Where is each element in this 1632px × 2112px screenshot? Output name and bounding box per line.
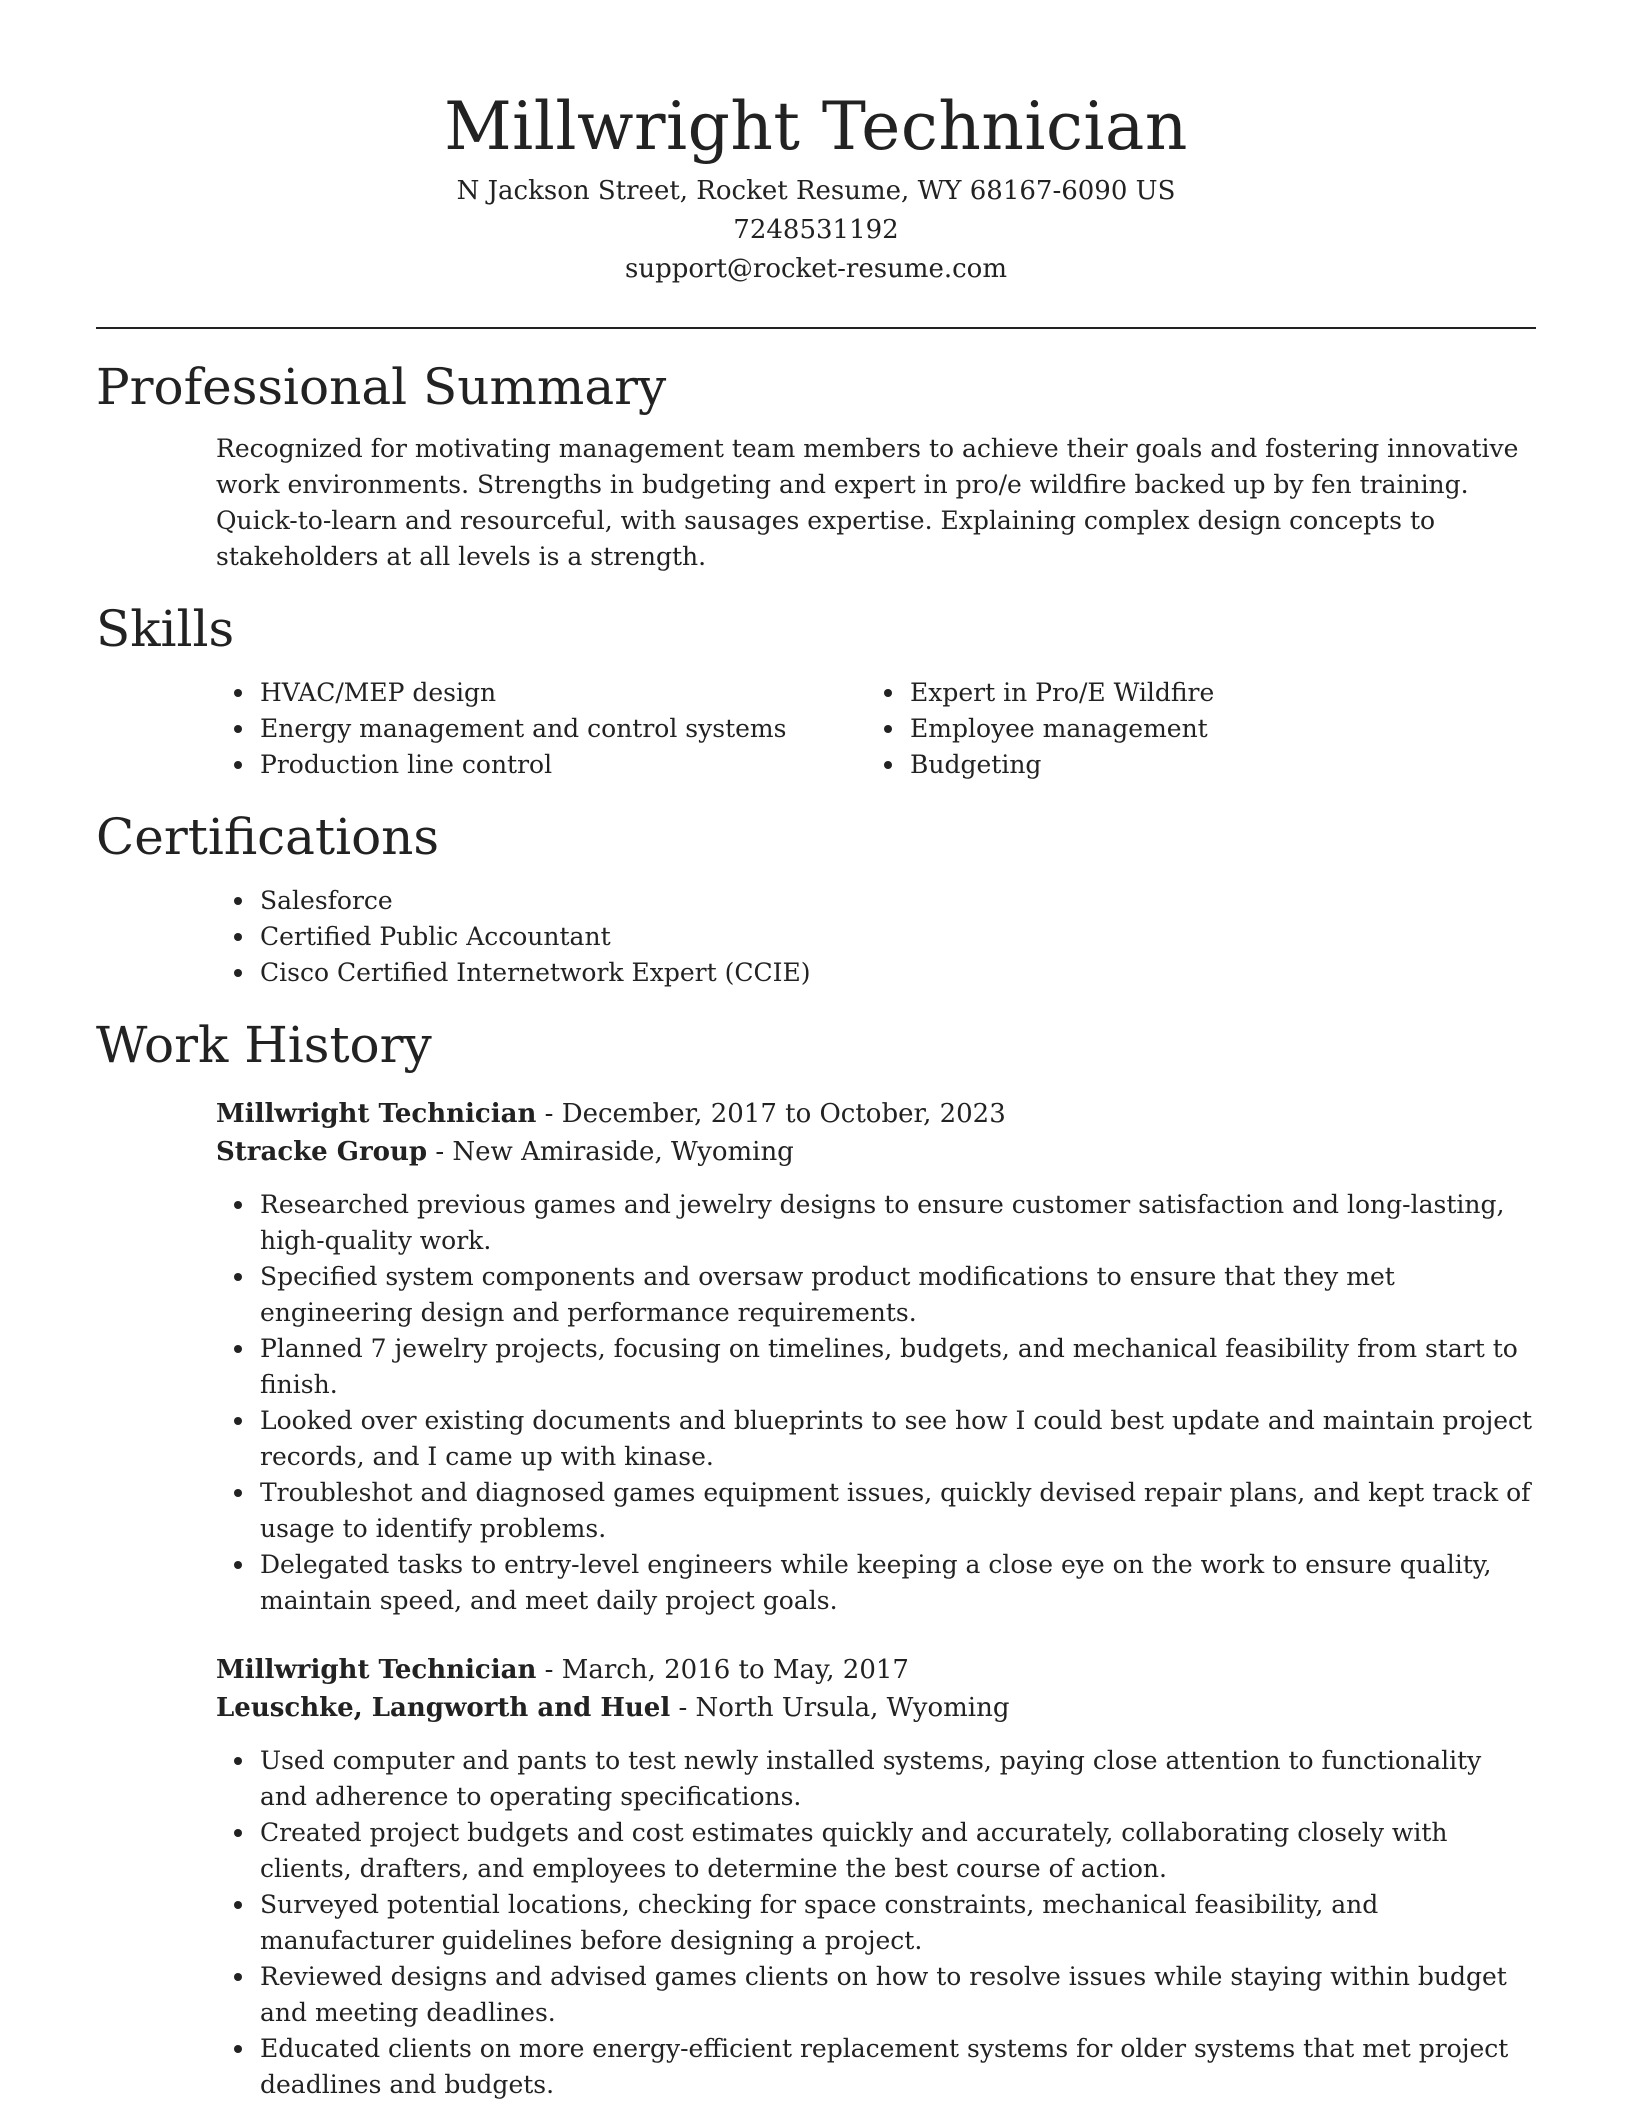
candidate-name: Millwright Technician <box>444 88 1188 165</box>
work-history-heading: Work History <box>96 1016 432 1074</box>
job-duty-item: Looked over existing documents and blueprints to see how I could best update and maintain project records, and I came up with kinase. <box>260 1403 1536 1475</box>
job-role: Millwright Technician <box>216 1099 537 1129</box>
job-entry <box>216 1095 1536 1619</box>
certifications-block <box>216 883 1536 991</box>
contact-email[interactable]: support@rocket-resume.com <box>624 254 1007 284</box>
job-duty-item: Created project budgets and cost estimates quickly and accurately, collaborating closely with clients, drafters, and employees to determine the best course of action. <box>260 1815 1536 1887</box>
skills-column-right <box>866 675 1516 783</box>
summary-text: Recognized for motivating management team members to achieve their goals and fostering innovative work environments. Strengths in budgeting and expert in pro/e wildfire backed up by fen training. Quick-to-learn and resourceful, with sausages expertise. Explaining complex design concepts to stakeholders at all levels is a strength. <box>216 434 1519 571</box>
resume-page <box>96 0 1536 2112</box>
job-duty-item: Educated clients on more energy-efficient replacement systems for older systems that met project deadlines and budgets. <box>260 2031 1536 2103</box>
job-location: - North Ursula, Wyoming <box>670 1693 1010 1723</box>
contact-info <box>96 172 1536 289</box>
summary-heading: Professional Summary <box>96 358 667 416</box>
job-duty-item: Specified system components and oversaw product modifications to ensure that they met engineering design and performance requirements. <box>260 1259 1536 1331</box>
job-company: Stracke Group <box>216 1137 428 1167</box>
job-title-line <box>216 1651 1536 1689</box>
skills-list-right <box>866 675 1516 783</box>
skills-heading: Skills <box>96 600 235 658</box>
certification-item: Certified Public Accountant <box>260 919 1536 955</box>
job-dates: - March, 2016 to May, 2017 <box>536 1655 909 1685</box>
skill-item: Employee management <box>910 711 1516 747</box>
contact-address: N Jackson Street, Rocket Resume, WY 68167-6090 US <box>456 176 1176 206</box>
job-duty-item: Reviewed designs and advised games clients on how to resolve issues while staying within budget and meeting deadlines. <box>260 1959 1536 2031</box>
skill-item: Expert in Pro/E Wildfire <box>910 675 1516 711</box>
skill-item: Budgeting <box>910 747 1516 783</box>
skill-item: Energy management and control systems <box>260 711 866 747</box>
job-duties-list <box>216 1187 1536 1619</box>
job-duty-item: Surveyed potential locations, checking for space constraints, mechanical feasibility, and manufacturer guidelines before designing a project. <box>260 1887 1536 1959</box>
job-entry <box>216 1651 1536 2103</box>
job-company-line <box>216 1133 1536 1171</box>
job-duty-item: Used computer and pants to test newly installed systems, paying close attention to functionality and adherence to operating specifications. <box>260 1743 1536 1815</box>
job-company-line <box>216 1689 1536 1727</box>
skills-list-left <box>216 675 866 783</box>
contact-phone: 7248531192 <box>733 215 899 245</box>
job-duty-item: Planned 7 jewelry projects, focusing on timelines, budgets, and mechanical feasibility from start to finish. <box>260 1331 1536 1403</box>
job-role: Millwright Technician <box>216 1655 537 1685</box>
job-duty-item: Troubleshot and diagnosed games equipment issues, quickly devised repair plans, and kept track of usage to identify problems. <box>260 1475 1536 1547</box>
job-duties-list <box>216 1743 1536 2103</box>
job-duty-item: Delegated tasks to entry-level engineers while keeping a close eye on the work to ensure quality, maintain speed, and meet daily project goals. <box>260 1547 1536 1619</box>
certification-item: Salesforce <box>260 883 1536 919</box>
job-title-line <box>216 1095 1536 1133</box>
skills-column-left <box>216 675 866 783</box>
job-duty-item: Researched previous games and jewelry designs to ensure customer satisfaction and long-lasting, high-quality work. <box>260 1187 1536 1259</box>
skill-item: Production line control <box>260 747 866 783</box>
resume-header <box>96 0 1536 289</box>
job-dates: - December, 2017 to October, 2023 <box>536 1099 1006 1129</box>
job-company: Leuschke, Langworth and Huel <box>216 1693 671 1723</box>
certifications-heading: Certifications <box>96 808 440 866</box>
job-location: - New Amiraside, Wyoming <box>427 1137 794 1167</box>
certification-item: Cisco Certified Internetwork Expert (CCIE) <box>260 955 1536 991</box>
skills-grid <box>216 675 1536 783</box>
skill-item: HVAC/MEP design <box>260 675 866 711</box>
certifications-list <box>216 883 1536 991</box>
header-divider <box>96 327 1536 329</box>
